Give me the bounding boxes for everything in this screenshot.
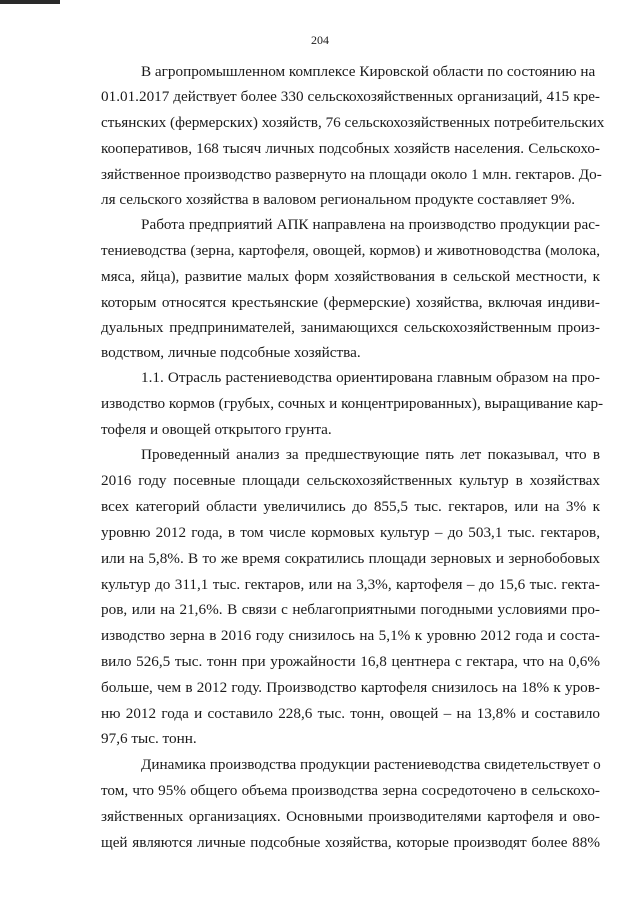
text-line: вило 526,5 тыс. тонн при урожайности 16,8 центнера с гектара, что на 0,6% — [101, 653, 600, 670]
text-line: 1.1. Отрасль растениеводства ориентирована главным образом на про- — [141, 369, 600, 386]
text-line: Проведенный анализ за предшествующие пять лет показывал, что в — [141, 446, 600, 463]
text-line: культур до 311,1 тыс. гектаров, или на 3,3%, картофеля – до 15,6 тыс. гекта- — [101, 576, 600, 593]
text-line: ров, или на 21,6%. В связи с неблагоприятными погодными условиями про- — [101, 601, 600, 618]
text-line: уровню 2012 года, в том числе кормовых культур – до 503,1 тыс. гектаров, — [101, 524, 600, 541]
text-line: 2016 году посевные площади сельскохозяйственных культур в хозяйствах — [101, 472, 600, 489]
text-line: или на 5,8%. В то же время сократились площади зерновых и зернобобовых — [101, 550, 600, 567]
scan-edge-mark — [0, 0, 60, 4]
text-line: том, что 95% общего объема производства зерна сосредоточено в сельскохо- — [101, 782, 600, 799]
text-line: щей являются личные подсобные хозяйства, которые производят более 88% — [101, 834, 600, 851]
text-line: мяса, яйца), развитие малых форм хозяйствования в сельской местности, к — [101, 268, 600, 285]
text-line: ню 2012 года и составило 228,6 тыс. тонн, овощей – на 13,8% и составило — [101, 705, 600, 722]
text-line: изводство кормов (грубых, сочных и концентрированных), выращивание кар- — [101, 395, 604, 412]
text-line: зяйственное производство развернуто на площади около 1 млн. гектаров. До- — [101, 166, 602, 183]
text-line: Работа предприятий АПК направлена на производство продукции рас- — [141, 216, 600, 233]
text-line: водством, личные подсобные хозяйства. — [101, 344, 361, 361]
text-line: 01.01.2017 действует более 330 сельскохозяйственных организаций, 415 кре- — [101, 88, 600, 105]
text-line: изводство зерна в 2016 году снизилось на 5,1% к уровню 2012 года и соста- — [101, 627, 600, 644]
text-line: В агропромышленном комплексе Кировской области по состоянию на — [141, 63, 596, 80]
text-line: кооперативов, 168 тысяч личных подсобных хозяйств населения. Сельскохо- — [101, 140, 600, 157]
page-number: 204 — [311, 33, 329, 47]
text-line: тениеводства (зерна, картофеля, овощей, кормов) и животноводства (молока, — [101, 242, 600, 259]
text-line: ля сельского хозяйства в валовом региональном продукте составляет 9%. — [101, 191, 576, 208]
text-line: 97,6 тыс. тонн. — [101, 730, 197, 747]
text-line: больше, чем в 2012 году. Производство картофеля снизилось на 18% к уров- — [101, 679, 600, 696]
text-line: зяйственных организациях. Основными производителями картофеля и ово- — [101, 808, 600, 825]
text-line: Динамика производства продукции растениеводства свидетельствует о — [141, 756, 601, 773]
text-line: стьянских (фермерских) хозяйств, 76 сельскохозяйственных потребительских — [101, 114, 605, 131]
text-line: всех категорий области увеличились до 855,5 тыс. гектаров, или на 3% к — [101, 498, 600, 515]
text-line: тофеля и овощей открытого грунта. — [101, 421, 332, 438]
text-line: дуальных предпринимателей, занимающихся сельскохозяйственным произ- — [101, 319, 600, 336]
text-line: которым относятся крестьянские (фермерские) хозяйства, включая индиви- — [101, 294, 600, 311]
